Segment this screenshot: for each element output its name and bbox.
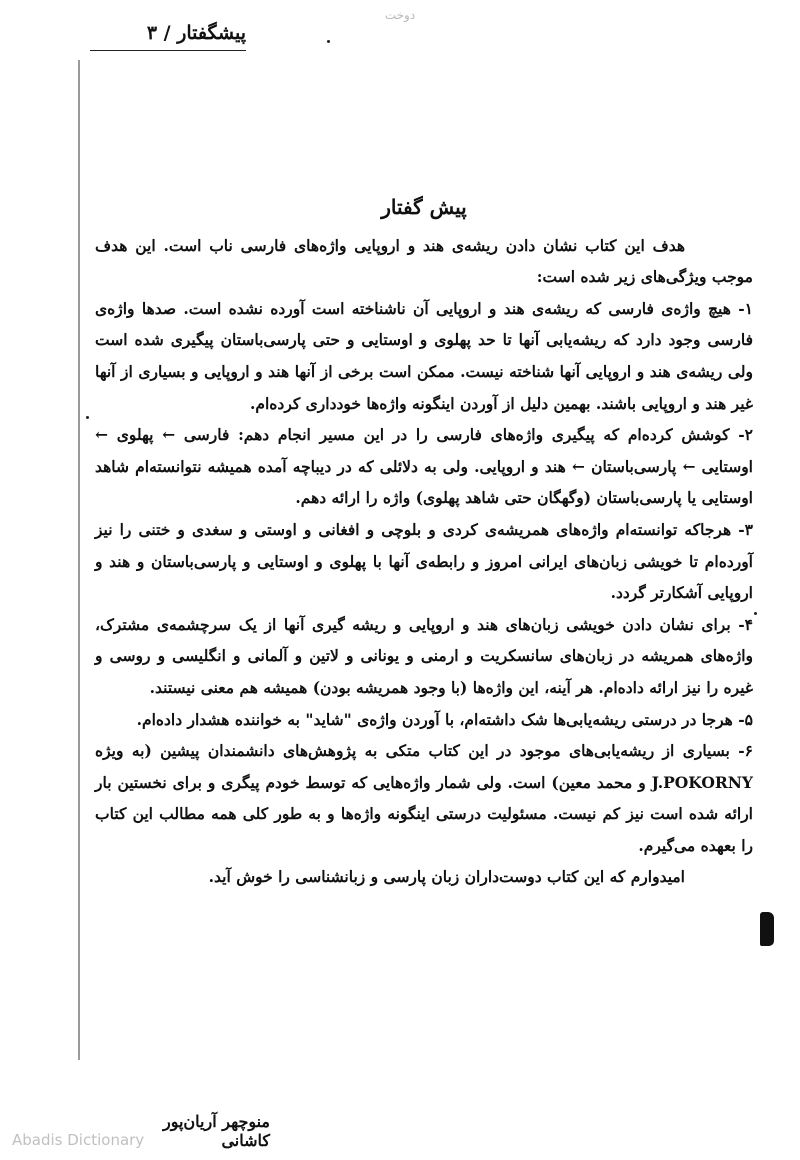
footer-brand: Abadis Dictionary bbox=[12, 1131, 145, 1149]
list-item bbox=[95, 735, 753, 861]
item6-start: ۶- بسیاری از ریشه‌یابی‌های موجود در این کتاب متکی به پژوهش‌های دانشمندان پیشین (به ویژه bbox=[95, 741, 753, 761]
preface-body bbox=[95, 192, 753, 893]
list-item: ۱- هیچ واژه‌ی فارسی که ریشه‌ی هند و اروپایی آن ناشناخته است آورده نشده است. صدها واژه‌ی فارسی وجود دارد که ریشه‌یابی آنها تا حد پهلوی و اوستایی و حتی پارسی‌باستان پیگیری شده است ولی ریشه‌ی هند و اروپایی آنها شناخته نیست. ممکن است برخی از آنها هند و اروپایی و بسیاری از آنها غیر هند و اروپایی باشند. بهمین دلیل از آوردن اینگونه واژه‌ها خودداری کرده‌ام. bbox=[95, 298, 753, 413]
page-title: پیش گفتار bbox=[381, 195, 467, 219]
scan-margin-line bbox=[78, 60, 80, 1060]
stray-mark bbox=[327, 40, 330, 43]
top-watermark: دوخت bbox=[384, 8, 416, 22]
intro-paragraph: هدف این کتاب نشان دادن ریشه‌ی هند و اروپایی واژه‌های فارسی ناب است. این هدف موجب ویژگی‌های زیر شده است: bbox=[95, 235, 753, 287]
list-item: ۲- کوشش کرده‌ام که پیگیری واژه‌های فارسی را در این مسیر انجام دهم: فارسی ← پهلوی ← اوستایی ← پارسی‌باستان ← هند و اروپایی. ولی به دلائلی که در دیباچه آمده همیشه نتوانسته‌ام شاهد اوستایی یا پارسی‌باستان (وگهگان حتی شاهد پهلوی) واژه را ارائه دهم. bbox=[95, 425, 753, 508]
list-item: ۵- هرجا در درستی ریشه‌یابی‌ها شک داشته‌ام، با آوردن واژه‌ی "شاید" به خواننده هشدار داده‌ام. bbox=[136, 709, 753, 729]
list-item: ۳- هرجاکه توانسته‌ام واژه‌های همریشه‌ی کردی و بلوچی و افغانی و اوستی و سغدی و ختنی را نیز آورده‌ام تا خویشی زبان‌های ایرانی امروز و رابطه‌ی آنها با پهلوی و اوستایی و پارسی‌باستان و هند و اروپایی آشکارتر گردد. bbox=[95, 519, 753, 603]
page-edge-mark bbox=[760, 912, 774, 946]
item6-end: و محمد معین) است. ولی شمار واژه‌هایی که توسط خودم پیگری و برای نخستین بار ارائه شده است نیز کم نیست. مسئولیت درستی اینگونه واژه‌ها و به طور کلی همه مطالب این کتاب را بعهده می‌گیرم. bbox=[95, 772, 753, 855]
stray-mark bbox=[754, 612, 757, 615]
list-item: ۴- برای نشان دادن خویشی زبان‌های هند و اروپایی و ریشه گیری آنها از یک سرچشمه‌ی مشترک، واژه‌های همریشه در زبان‌های سانسکریت و ارمنی و یونانی و لاتین و آلمانی و انگلیسی و روسی و غیره را نیز ارائه داده‌ام. هر آینه، این واژه‌ها (با وجود همریشه بودن) همیشه هم معنی نیستند. bbox=[95, 614, 753, 697]
stray-mark bbox=[86, 416, 89, 419]
closing-paragraph: امیدوارم که این کتاب دوست‌داران زبان پارسی و زبانشناسی را خوش آید. bbox=[208, 867, 685, 887]
author-name-latin: J.POKORNY bbox=[651, 772, 753, 792]
running-head: پیشگفتار / ۳ bbox=[90, 22, 246, 51]
author-signature: منوچهر آریان‌پور کاشانی bbox=[162, 1112, 270, 1150]
